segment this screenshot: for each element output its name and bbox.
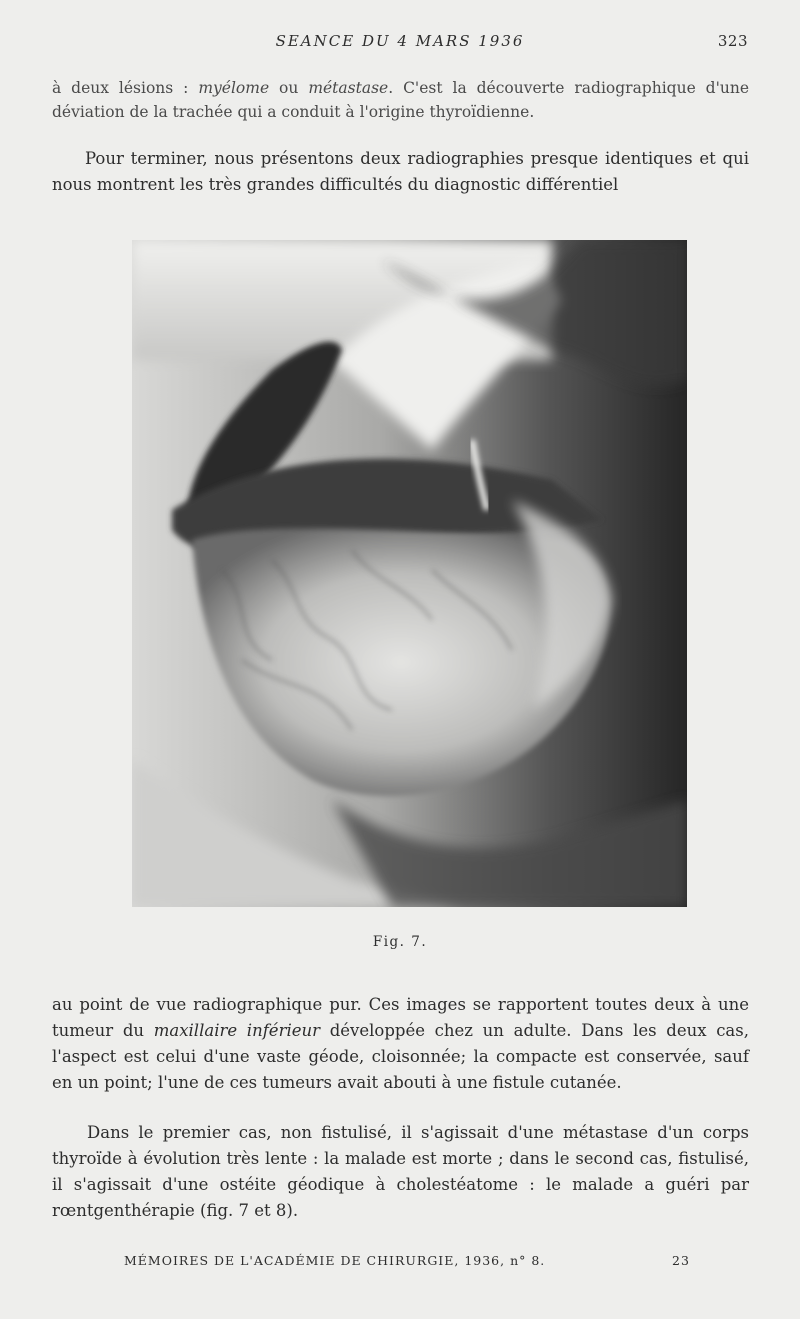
page-number: 323 <box>717 32 748 50</box>
paragraph-conclusion: Dans le premier cas, non fistulisé, il s'agissait d'une métastase d'un corps thyroïde à évolution très lente : la malade est morte ; dans le second cas, fistulisé, il s'agissait d'une ostéite géodique à cholestéatome : le malade a guéri par rœntgenthérapie (fig. 7 et 8). <box>52 1123 749 1220</box>
p1-text-c: ou <box>269 79 309 97</box>
running-title: SEANCE DU 4 MARS 1936 <box>275 32 525 50</box>
figure-caption: Fig. 7. <box>372 934 428 950</box>
p1-text-a: à deux lésions : <box>52 79 199 97</box>
p1-text-e: . C'est la découverte radiographique d'une déviation de la trachée qui a conduit à l'origine thyroïdienne. <box>52 79 750 121</box>
paragraph-intro: Pour terminer, nous présentons deux radiographies presque identiques et qui nous montrent les très grandes difficultés du diagnostic différentiel <box>52 149 749 194</box>
p3-text-c: développée chez un adulte. Dans les deux cas, l'aspect est celui d'une vaste géode, cloisonnée; la compacte est conservée, sauf en un point; l'une de ces tumeurs avait abouti à une fistule cutanée. <box>52 1021 749 1092</box>
radiograph-figure <box>132 240 687 907</box>
footer-journal: MÉMOIRES DE L'ACADÉMIE DE CHIRURGIE, 1936, n° 8. <box>124 1253 546 1268</box>
p1-term-myelome: myélome <box>198 79 270 97</box>
p1-term-metastase: métastase <box>308 79 389 97</box>
p3-text-a: au point de vue radiographique pur. Ces images se rapportent toutes deux à une tumeur du <box>52 995 749 1040</box>
running-header <box>0 32 800 54</box>
footer-sheet-number: 23 <box>672 1253 690 1268</box>
radiograph-image <box>132 240 687 907</box>
page-footer <box>124 1253 764 1273</box>
paragraph-description <box>52 992 749 1096</box>
p3-term-maxillaire: maxillaire inférieur <box>153 1021 321 1040</box>
paragraph-continuation <box>52 76 749 124</box>
